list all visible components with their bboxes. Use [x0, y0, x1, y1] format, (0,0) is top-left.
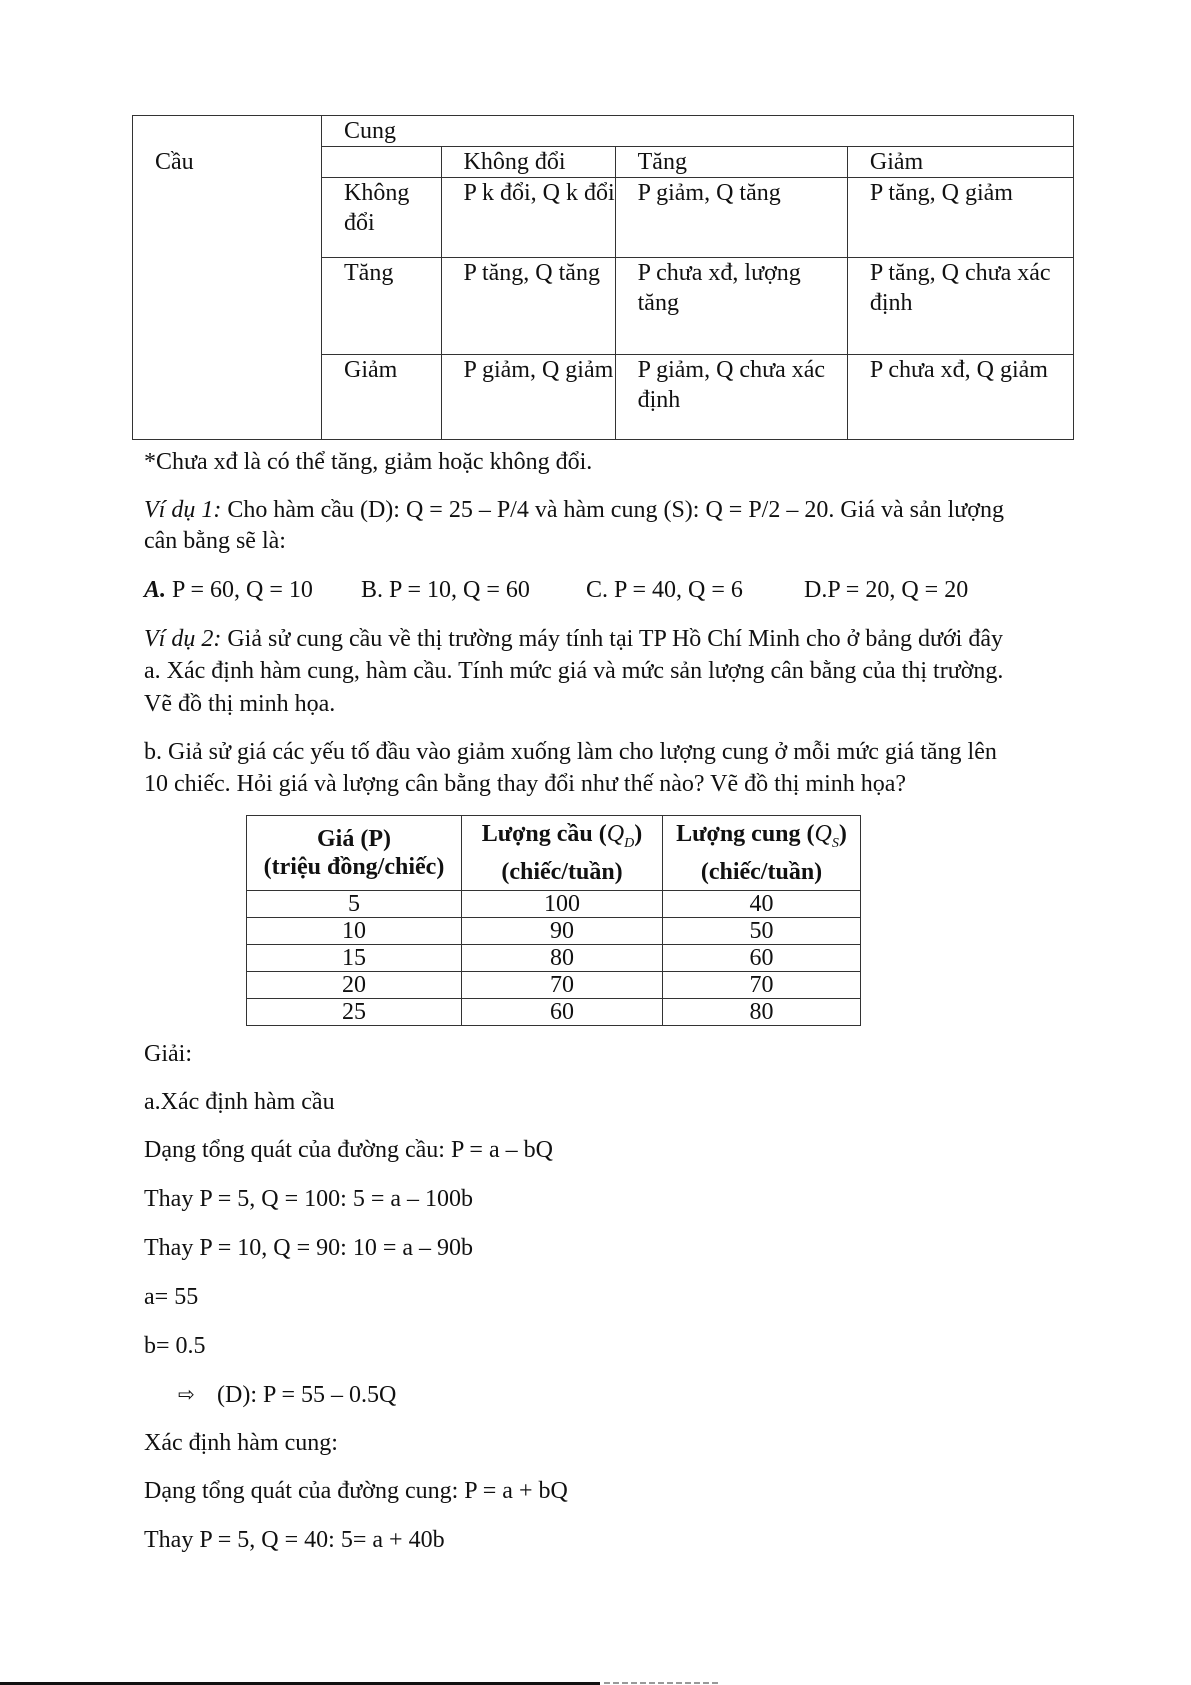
- header-line: (chiếc/tuần): [501, 858, 623, 885]
- example-1-line2: cân bằng sẽ là:: [144, 528, 286, 554]
- example-2-line1: [144, 624, 1003, 654]
- cell: 40: [663, 891, 861, 918]
- row-header: Tăng: [322, 258, 442, 355]
- col-header: Giảm: [847, 147, 1073, 178]
- arrow-icon: ⇨: [178, 1384, 195, 1406]
- header-line: Lượng cầu (: [481, 821, 607, 848]
- example-label: Ví dụ 1:: [144, 497, 222, 523]
- symbol: Q: [814, 821, 832, 848]
- cell: 80: [663, 999, 861, 1026]
- question-b-line1: b. Giả sử giá các yếu tố đầu vào giảm xuống làm cho lượng cung ở mỗi mức giá tăng lên: [144, 739, 997, 765]
- cell: 60: [663, 945, 861, 972]
- solution-line: Thay P = 10, Q = 90: 10 = a – 90b: [144, 1235, 474, 1261]
- example-1-line1: [144, 495, 1004, 525]
- col-header-supply: [663, 816, 861, 891]
- cell: 15: [247, 945, 462, 972]
- solution-line: a= 55: [144, 1284, 199, 1310]
- cell: 100: [462, 891, 663, 918]
- option-d: D.P = 20, Q = 20: [804, 577, 969, 603]
- cell: 50: [663, 918, 861, 945]
- col-header-demand: [462, 816, 663, 891]
- col-header-price: [247, 816, 462, 891]
- cell: 90: [462, 918, 663, 945]
- cell: P k đổi, Q k đổi: [441, 178, 615, 258]
- table-row: [247, 918, 861, 945]
- cell: P giảm, Q chưa xác định: [615, 355, 847, 440]
- question-a-line1: a. Xác định hàm cung, hàm cầu. Tính mức giá và mức sản lượng cân bằng của thị trường.: [144, 658, 1004, 684]
- table-row: [247, 972, 861, 999]
- table-row: [247, 999, 861, 1026]
- empty-cell: [322, 147, 442, 178]
- cell: 20: [247, 972, 462, 999]
- example-text: Cho hàm cầu (D): Q = 25 – P/4 và hàm cung (S): Q = P/2 – 20. Giá và sản lượng: [221, 497, 1004, 523]
- solution-line: a.Xác định hàm cầu: [144, 1089, 335, 1115]
- row-header: Không đổi: [322, 178, 442, 258]
- option-c: C. P = 40, Q = 6: [586, 577, 743, 603]
- cell: P giảm, Q tăng: [615, 178, 847, 258]
- row-header: Giảm: [322, 355, 442, 440]
- cell: 80: [462, 945, 663, 972]
- solution-line: Thay P = 5, Q = 100: 5 = a – 100b: [144, 1186, 474, 1212]
- cell: P chưa xđ, lượng tăng: [615, 258, 847, 355]
- solution-line: (D): P = 55 – 0.5Q: [217, 1382, 397, 1408]
- header-line: Giá (P): [317, 826, 391, 852]
- example-text: Giả sử cung cầu về thị trường máy tính tại TP Hồ Chí Minh cho ở bảng dưới đây: [221, 626, 1003, 652]
- cell: P tăng, Q tăng: [441, 258, 615, 355]
- cell: P tăng, Q chưa xác định: [847, 258, 1073, 355]
- cell: 10: [247, 918, 462, 945]
- col-header: Tăng: [615, 147, 847, 178]
- cell: 60: [462, 999, 663, 1026]
- option-a-letter: A.: [144, 577, 167, 603]
- table-row: [247, 945, 861, 972]
- header-line: Lượng cung (: [676, 821, 815, 848]
- header-line: (chiếc/tuần): [700, 858, 823, 885]
- question-a-line2: Vẽ đồ thị minh họa.: [144, 691, 336, 717]
- header-line: (triệu đồng/chiếc): [263, 854, 445, 880]
- solution-line: b= 0.5: [144, 1333, 206, 1359]
- demand-header: Cầu: [133, 116, 322, 440]
- paren: ): [838, 821, 847, 848]
- option-a-text: P = 60, Q = 10: [166, 577, 313, 603]
- subscript: D: [624, 835, 635, 851]
- subscript: S: [831, 835, 839, 851]
- cell: 70: [462, 972, 663, 999]
- solution-line: Thay P = 5, Q = 40: 5= a + 40b: [144, 1527, 445, 1553]
- solution-line: Dạng tổng quát của đường cung: P = a + bQ: [144, 1478, 568, 1504]
- page-bottom-rule-dashed: [604, 1682, 720, 1684]
- example-label: Ví dụ 2:: [144, 626, 222, 652]
- market-data-table: [246, 815, 861, 1026]
- table-row: [247, 891, 861, 918]
- cell: P tăng, Q giảm: [847, 178, 1073, 258]
- question-b-line2: 10 chiếc. Hỏi giá và lượng cân bằng thay đổi như thế nào? Vẽ đồ thị minh họa?: [144, 771, 907, 797]
- solution-title: Giải:: [144, 1041, 192, 1067]
- option-b: B. P = 10, Q = 60: [361, 577, 530, 603]
- cell: 5: [247, 891, 462, 918]
- cell: 70: [663, 972, 861, 999]
- cell: P giảm, Q giảm: [441, 355, 615, 440]
- paren: ): [634, 821, 643, 848]
- supply-header: Cung: [322, 116, 1074, 147]
- cell: P chưa xđ, Q giảm: [847, 355, 1073, 440]
- solution-line: Xác định hàm cung:: [144, 1430, 338, 1456]
- cell: 25: [247, 999, 462, 1026]
- symbol: Q: [606, 821, 625, 848]
- option-a: [144, 575, 313, 605]
- col-header: Không đổi: [441, 147, 615, 178]
- footnote: *Chưa xđ là có thể tăng, giảm hoặc không đổi.: [144, 449, 593, 475]
- solution-line: Dạng tổng quát của đường cầu: P = a – bQ: [144, 1137, 553, 1163]
- supply-demand-matrix: [132, 115, 1074, 440]
